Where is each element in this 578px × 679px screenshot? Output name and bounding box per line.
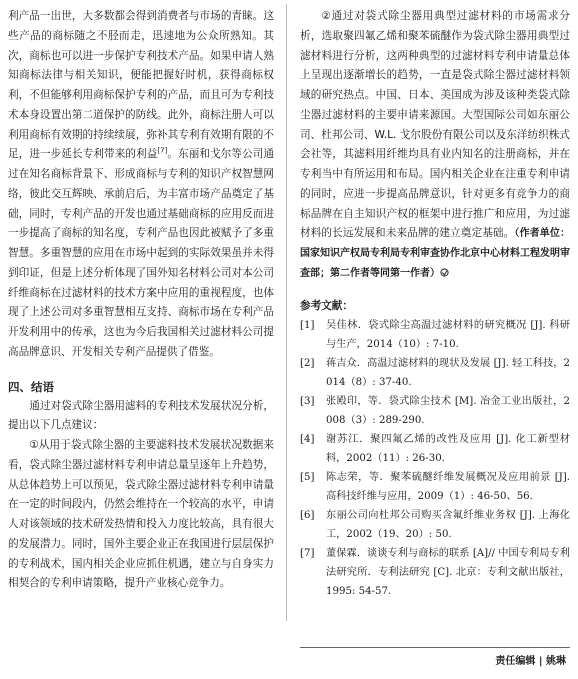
reference-item — [300, 430, 570, 468]
reference-text: 谢苏江．聚四氟乙烯的改性及应用 [J]. 化工新型材料，2002（11）: 26-30. — [326, 433, 570, 464]
reference-text: 蒋吉众．高温过滤材料的现状及发展 [J]. 轻工科技，2014（8）: 37-40. — [326, 357, 570, 388]
footer-rule — [300, 647, 570, 648]
reference-number: [1] — [300, 319, 315, 331]
references-title: 参考文献： — [300, 299, 353, 312]
end-mark-icon — [440, 267, 449, 279]
reference-item — [300, 316, 570, 354]
editor-credit-text: 责任编辑 | 姚琳 — [495, 656, 566, 667]
citation-7: [7] — [157, 146, 168, 155]
reference-text: 吴佳林．袋式除尘高温过滤材料的研究概况 [J]. 科研与生产，2014（10）: 7-10. — [326, 319, 570, 350]
left-paragraph-1-rest: 。东丽和戈尔等公司通过在知名商标背景下、形成商标与专利的知识产权智慧网络，彼此交互辉映、承前启后，为丰富市场产品奠定了基础，同时，专利产品的开发也通过基础商标的应用反而进一步提高了商标的知名度，专利产品也因此被赋予了多重智慧。多重智慧的应用在市场中起到的实际效果虽并未得到印证，但是上述分析体现了国外知名材料公司对本公司纤维商标在过滤材料的技术方案中应用的重视程度，也体现了上述公司对多重智慧相互支持、商标市场在专利产品开发利用中的传承，这也为今后我国相关过滤材料公司提高品牌意识、开发相关专利产品提供了借鉴。 — [8, 148, 275, 358]
reference-number: [7] — [300, 547, 315, 559]
reference-number: [2] — [300, 357, 315, 369]
conclusion-point-2-text: ②通过对袋式除尘器用典型过滤材料的市场需求分析，选取聚四氟乙烯和聚苯硫醚作为袋式除尘器用典型过滤材料进行分析，这两种典型的过滤材料专利申请量总体上呈现出逐渐增长的趋势，一直是袋式除尘器过滤材料领域的研究热点。中国、日本、美国成为涉及该种类袋式除尘器过滤材料的主要申请来源国。大型国际公司如东丽公司、杜邦公司、W.L. 戈尔股份有限公司以及东洋纺织株式会社等，其滤料用纤维均具有业内知名的注册商标，并在专利当中有所运用和布局。国内相关企业在注重专利申请的同时，应进一步提高品牌意识，针对更多有竞争力的商标品牌在自主知识产权的框架中进行推广和应用，为过滤材料的长远发展和未来品牌的建立奠定基础。 — [300, 10, 570, 240]
reference-text: 董保霖．谈谈专利与商标的联系 [A]// 中国专利局专利法研究所．专利法研究 [C]. 北京：专利文献出版社，1995: 54-57. — [326, 547, 570, 597]
reference-text: 东丽公司向杜邦公司购买含氟纤维业务权 [J]. 上海化工，2002（19、20）: 50. — [326, 509, 570, 540]
reference-text: 陈志荣，等．聚苯硫醚纤维发展概况及应用前景 [J]. 高科技纤维与应用，2009（1）: 46-50、56. — [326, 471, 570, 502]
right-column — [300, 7, 570, 601]
reference-item — [300, 468, 570, 506]
editor-credit — [495, 652, 566, 667]
reference-item — [300, 506, 570, 544]
left-column — [8, 7, 274, 594]
conclusion-point-1: ①从用于袋式除尘器的主要滤料技术发展状况数据来看，袋式除尘器过滤材料专利申请总量呈逐年上升趋势，从总体趋势上可以预见，袋式除尘器过滤材料专利申请量在一定的时间段内，仍然会维持在一个较高的水平，申请人对该领域的技术研发热情和投入力度比较高，具有很大的发展潜力。同时，国外主要企业正在我国进行层层保护的专利战术，国内相关企业应抓住机遇，建立与自身实力相契合的专利申请策略，提升产业核心竞争力。 — [8, 439, 274, 590]
left-paragraph-1-text: 利产品一出世，大多数都会得到消费者与市场的青睐。这些产品的商标随之不胫而走，迅速地为公众所熟知。其次，商标也可以进一步保护专利技术产品。如果申请人熟知商标法律与相关知识，便能把握好时机，获得商标权利，不但能够利用商标保护专利的产品，而且可为专利技术本身设置出第二道保护的防线。此外，商标注册人可以利用商标有效期的持续续展，弥补其专利有效期有限的不足，进一步延长专利带来的利益 — [8, 10, 274, 161]
reference-list — [300, 316, 570, 601]
reference-number: [6] — [300, 509, 315, 521]
reference-number: [4] — [300, 433, 315, 445]
section-heading-conclusion: 四、结语 — [8, 379, 54, 394]
reference-text: 张殿印，等．袋式除尘技术 [M]. 冶金工业出版社，2008（3）: 289-290. — [326, 395, 570, 426]
column-divider — [286, 4, 287, 621]
conclusion-intro: 通过对袋式除尘器用滤料的专利技术发展状况分析，提出以下几点建议： — [8, 399, 274, 432]
reference-number: [5] — [300, 471, 315, 483]
reference-item — [300, 544, 570, 601]
reference-item — [300, 354, 570, 392]
author-affiliation: （作者单位：国家知识产权局专利局专利审查协作北京中心材料工程发明审查部；第二作者等同第一作者） — [300, 228, 570, 279]
left-paragraph-1 — [8, 7, 274, 363]
reference-item — [300, 392, 570, 430]
conclusion-point-2 — [300, 7, 570, 284]
reference-number: [3] — [300, 395, 315, 407]
